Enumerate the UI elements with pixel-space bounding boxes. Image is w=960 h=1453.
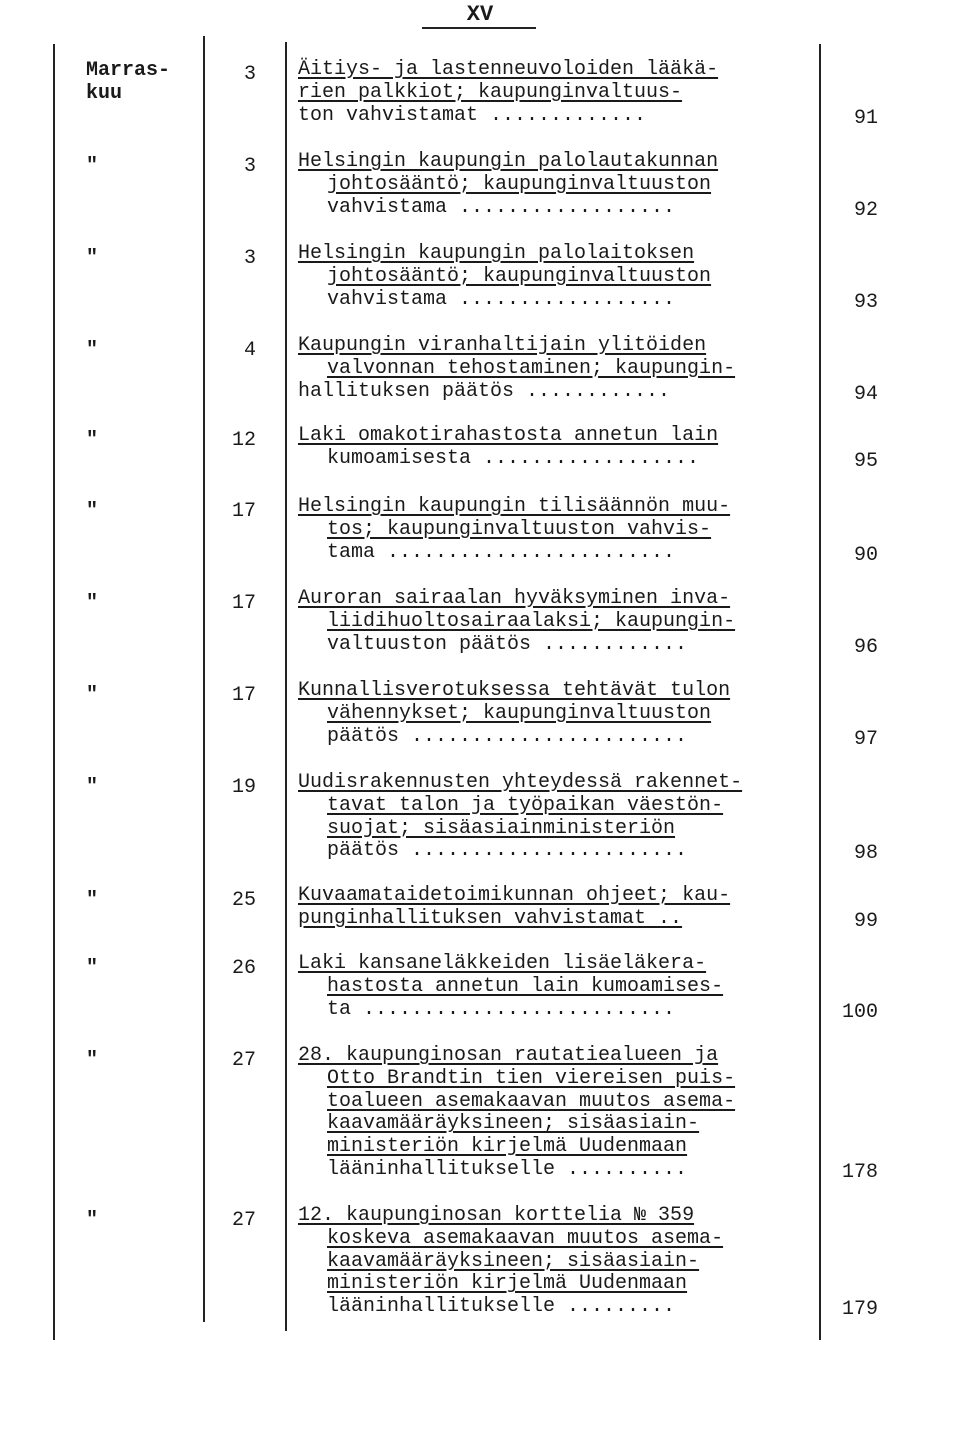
entry-page: 92 <box>853 198 878 222</box>
entry-month: " <box>86 1209 99 1232</box>
entry-title-line: ta .......................... <box>327 997 676 1021</box>
entry-page: 178 <box>841 1161 878 1184</box>
entry-title <box>298 243 818 311</box>
entry-title-line: punginhallituksen vahvistamat .. <box>298 906 683 930</box>
entry-month: " <box>86 247 99 270</box>
entry-day: 3 <box>243 63 256 86</box>
entry-day: 12 <box>231 429 256 452</box>
entry-title <box>298 588 818 656</box>
entry-page: 99 <box>853 909 878 933</box>
entry-title <box>298 425 818 471</box>
entry-title <box>298 1045 818 1182</box>
entry-title-line: Kunnallisverotuksessa tehtävät tulon <box>298 679 731 702</box>
entry-page: 179 <box>841 1298 878 1322</box>
entry-title-line: vahvistama .................. <box>327 287 676 311</box>
entry-title-line: Kaupungin viranhaltijain ylitöiden <box>298 334 707 357</box>
entry-day: 17 <box>231 684 256 707</box>
entry-title-line: tavat talon ja työpaikan väestön- <box>327 793 724 817</box>
entry-day: 27 <box>231 1049 256 1072</box>
entry-title <box>298 1205 818 1319</box>
entry-title-line: ministeriön kirjelmä Uudenmaan <box>327 1272 688 1296</box>
entry-title-line: tama ........................ <box>327 540 676 564</box>
entry-month: " <box>86 592 99 615</box>
entry-title-line: johtosääntö; kaupunginvaltuuston <box>327 264 712 288</box>
entry-title-line: kaavamääräyksineen; sisäasiain- <box>327 1249 700 1273</box>
entry-page: 98 <box>853 842 878 866</box>
entry-title-line: koskeva asemakaavan muutos asema- <box>327 1226 724 1250</box>
entry-title-line: valvonnan tehostaminen; kaupungin- <box>327 356 736 380</box>
entry-month: " <box>86 339 99 362</box>
entry-title-line: Helsingin kaupungin palolaitoksen <box>298 242 695 265</box>
entry-month: " <box>86 684 99 707</box>
entry-month: Marras- kuu <box>86 59 171 105</box>
entry-title <box>298 885 818 931</box>
entry-title-line: vahvistama .................. <box>327 195 676 219</box>
entry-title-line: 28. kaupunginosan rautatiealueen ja <box>298 1044 719 1067</box>
entry-title-line: Auroran sairaalan hyväksyminen inva- <box>298 587 731 610</box>
entry-title-line: vähennykset; kaupunginvaltuuston <box>327 701 712 725</box>
entry-title-line: Kuvaamataidetoimikunnan ohjeet; kau- <box>298 884 731 907</box>
entry-month: " <box>86 500 99 523</box>
entry-title-line: suojat; sisäasiainministeriön <box>327 816 676 840</box>
entry-day: 4 <box>243 339 256 362</box>
entry-title <box>298 59 818 127</box>
entry-title-line: ton vahvistamat ............. <box>298 103 647 127</box>
page-number: XV <box>466 2 494 27</box>
entry-title-line: kumoamisesta .................. <box>327 446 700 470</box>
entry-title-line: liidihuoltosairaalaksi; kaupungin- <box>327 609 736 633</box>
entry-title-line: Uudisrakennusten yhteydessä rakennet- <box>298 771 743 794</box>
entry-title-line: Helsingin kaupungin tilisäännön muu- <box>298 495 731 518</box>
entry-title-line: kaavamääräyksineen; sisäasiain- <box>327 1112 700 1136</box>
entry-title-line: Laki kansaneläkkeiden lisäeläkera- <box>298 952 707 975</box>
entry-title <box>298 496 818 564</box>
entry-title-line: toalueen asemakaavan muutos asema- <box>327 1089 736 1113</box>
entry-day: 26 <box>231 957 256 980</box>
entry-page: 97 <box>853 727 878 751</box>
entry-title <box>298 680 818 748</box>
entry-page: 96 <box>853 635 878 659</box>
entry-title <box>298 335 818 403</box>
entry-title <box>298 953 818 1021</box>
entry-day: 3 <box>243 155 256 178</box>
entry-title-line: lääninhallitukselle ......... <box>327 1295 676 1319</box>
entry-title-line: hastosta annetun lain kumoamises- <box>327 974 724 998</box>
entry-month: " <box>86 1049 99 1072</box>
entry-title-line: Laki omakotirahastosta annetun lain <box>298 424 719 447</box>
entry-title <box>298 772 818 863</box>
entry-day: 17 <box>231 592 256 615</box>
entry-day: 17 <box>231 500 256 523</box>
entry-title-line: päätös ....................... <box>327 724 688 748</box>
entry-title-line: Otto Brandtin tien viereisen puis- <box>327 1066 736 1090</box>
entry-month: " <box>86 957 99 980</box>
entry-page: 100 <box>841 1000 878 1024</box>
entry-day: 25 <box>231 889 256 912</box>
entry-page: 91 <box>853 106 878 130</box>
entry-title-line: Äitiys- ja lastenneuvoloiden lääkä- <box>298 58 719 81</box>
entry-month: " <box>86 889 99 912</box>
entry-title-line: 12. kaupunginosan korttelia № 359 <box>298 1204 695 1227</box>
entry-page: 93 <box>853 290 878 314</box>
entry-page: 90 <box>853 543 878 567</box>
entry-title-line: ministeriön kirjelmä Uudenmaan <box>327 1135 688 1159</box>
entry-title-line: Helsingin kaupungin palolautakunnan <box>298 150 719 173</box>
entry-title-line: valtuuston päätös ............ <box>327 632 688 656</box>
entry-page: 95 <box>853 449 878 473</box>
entry-title-line: rien palkkiot; kaupunginvaltuus- <box>298 80 683 104</box>
entry-title-line: hallituksen päätös ............ <box>298 379 671 403</box>
entry-title <box>298 151 818 219</box>
entry-month: " <box>86 155 99 178</box>
entry-title-line: johtosääntö; kaupunginvaltuuston <box>327 172 712 196</box>
entry-month: " <box>86 776 99 799</box>
entry-day: 3 <box>243 247 256 270</box>
entry-page: 94 <box>853 382 878 406</box>
entry-day: 19 <box>231 776 256 799</box>
entry-month: " <box>86 429 99 452</box>
entry-title-line: päätös ....................... <box>327 839 688 863</box>
entry-title-line: tos; kaupunginvaltuuston vahvis- <box>327 517 712 541</box>
entry-title-line: lääninhallitukselle .......... <box>327 1157 688 1181</box>
entry-day: 27 <box>231 1209 256 1232</box>
